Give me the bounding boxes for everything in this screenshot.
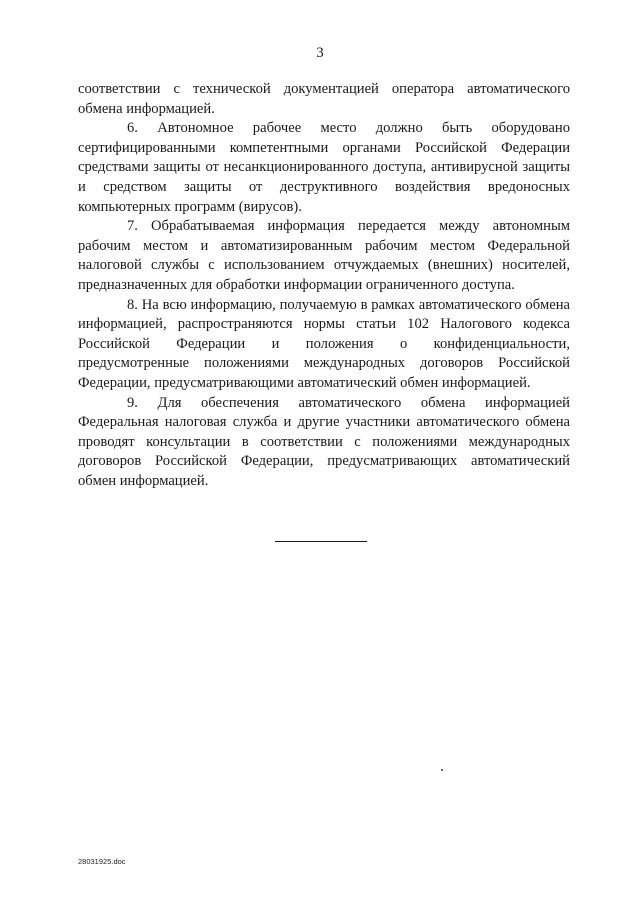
paragraph-item-8: 8. На всю информацию, получаемую в рамках автоматического обмена информацией, распространяются нормы статьи 102 Налогового кодекса Российской Федерации и положения о конфиденциальности, предусмотренные положениями международных договоров Российской Федерации, предусматривающими автоматический обмен информацией. bbox=[78, 296, 570, 391]
paragraph-item-6: 6. Автономное рабочее место должно быть оборудовано сертифицированными компетентными органами Российской Федерации средствами защиты от несанкционированного доступа, антивирусной защиты и средством защиты от деструктивного воздействия вредоносных компьютерных программ (вирусов). bbox=[78, 120, 570, 215]
end-of-document-rule bbox=[275, 541, 367, 542]
paragraph-item-9: 9. Для обеспечения автоматического обмена информацией Федеральная налоговая служба и другие участники автоматического обмена проводят консультации в соответствии с положениями международных договоров Российской Федерации, предусматривающих автоматический обмен информацией. bbox=[78, 394, 570, 489]
footer-filename: 28031925.doc bbox=[78, 857, 126, 866]
scan-speck bbox=[441, 769, 443, 771]
paragraph-continuation: соответствии с технической документацией оператора автоматического обмена информацией. bbox=[78, 81, 570, 117]
paragraph-item-7: 7. Обрабатываемая информация передается между автономным рабочим местом и автоматизированным рабочим местом Федеральной налоговой службы с использованием отчуждаемых (внешних) носителей, предназначенных для обработки информации ограниченного доступа. bbox=[78, 218, 570, 293]
document-body bbox=[78, 80, 570, 491]
page-number: 3 bbox=[316, 45, 324, 61]
